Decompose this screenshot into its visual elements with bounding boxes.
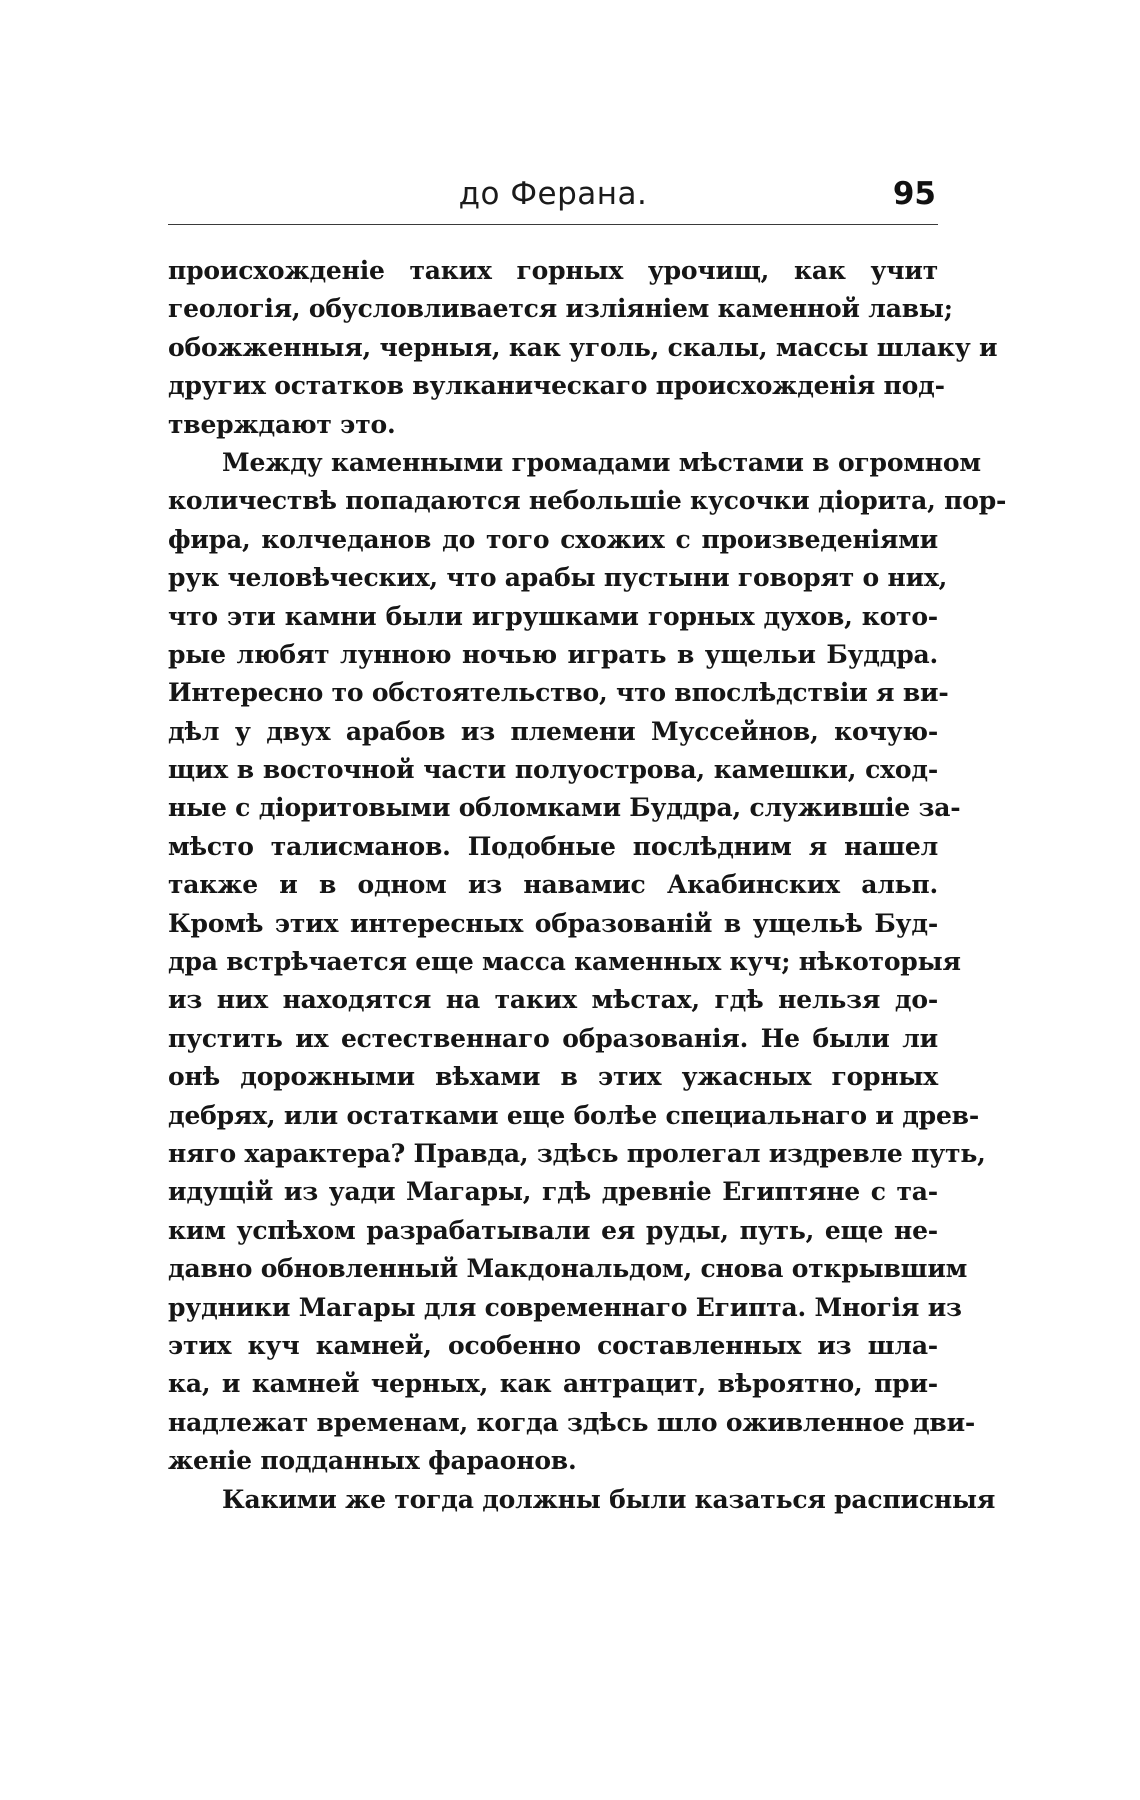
paragraph [168,252,998,444]
text-line: из них находятся на таких мѣстах, гдѣ нельзя до- [168,985,938,1015]
paragraph [168,444,1007,1481]
text-line: фира, колчеданов до того схожих с произведеніями [168,524,938,554]
running-title: до Ферана. [458,176,648,212]
text-line: женіе подданных фараонов. [168,1446,577,1476]
text-line: щих в восточной части полуострова, камешки, сход- [168,755,938,785]
text-line: пустить их естественнаго образованія. Не были ли [168,1023,938,1053]
text-line: тверждают это. [168,409,396,439]
text-line: дра встрѣчается еще масса каменных куч; нѣкоторыя [168,947,961,977]
text-line: рудники Магары для современнаго Египта. Многія из [168,1292,962,1322]
text-line: что эти камни были игрушками горных духов, кото- [168,601,938,631]
text-line: надлежат временам, когда здѣсь шло оживленное дви- [168,1407,976,1437]
text-line: мѣсто талисманов. Подобные послѣдним я нашел [168,831,938,861]
text-line: обожженныя, черныя, как уголь, скалы, массы шлаку и [168,332,998,362]
page-header [168,176,938,224]
text-line: дебрях, или остатками еще болѣе специальнаго и древ- [168,1100,980,1130]
page-number: 95 [892,176,936,212]
text-line: рук человѣческих, что арабы пустыни говорят о них, [168,563,948,593]
text-line: няго характера? Правда, здѣсь пролегал издревле путь, [168,1138,986,1168]
text-line: дѣл у двух арабов из племени Муссейнов, кочую- [168,716,938,746]
text-line: ные с діоритовыми обломками Буддра, служившіе за- [168,793,961,823]
text-line: давно обновленный Макдональдом, снова открывшим [168,1254,968,1284]
text-line: количествѣ попадаются небольшіе кусочки діорита, пор- [168,486,1007,516]
text-line: ким успѣхом разрабатывали ея руды, путь, еще не- [168,1215,938,1245]
text-line: онѣ дорожными вѣхами в этих ужасных горных [168,1062,938,1092]
text-line: рые любят лунною ночью играть в ущельи Буддра. [168,639,938,669]
text-line: Какими же тогда должны были казаться расписныя [222,1484,996,1514]
body-text [168,252,1007,1519]
text-line: других остатков вулканическаго происхожденія под- [168,371,945,401]
text-line: ка, и камней черных, как антрацит, вѣроятно, при- [168,1369,938,1399]
header-rule [168,224,938,225]
text-line: идущій из уади Магары, гдѣ древніе Египтяне с та- [168,1177,938,1207]
text-line: геологія, обусловливается изліяніем каменной лавы; [168,294,953,324]
text-line: Между каменными громадами мѣстами в огромном [222,447,981,477]
text-line: Кромѣ этих интересных образованій в ущельѣ Буд- [168,908,938,938]
text-line: также и в одном из навамис Акабинских альп. [168,870,938,900]
text-line: этих куч камней, особенно составленных из шла- [168,1330,938,1360]
text-line: происхожденіе таких горных урочищ, как учит [168,256,938,285]
paragraph [168,1481,996,1519]
text-line: Интересно то обстоятельство, что впослѣдствіи я ви- [168,678,949,708]
